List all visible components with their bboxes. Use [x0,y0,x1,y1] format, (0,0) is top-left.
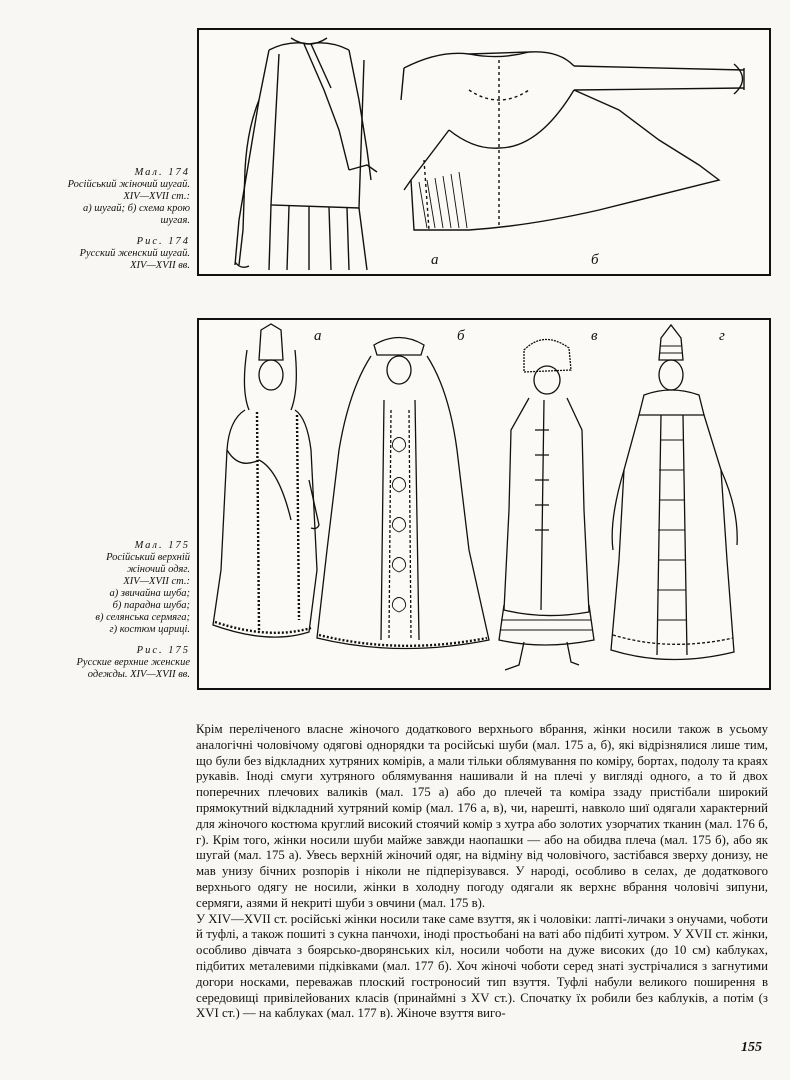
body-text [196,722,768,1022]
paragraph-footwear: У XIV—XVII ст. російські жінки носили таке саме взуття, як і чоловіки: лапті-личаки з онучами, чоботи й туфлі, а також пошиті з сукна панчохи, іноді простьобані на ваті або підбиті хутром. У XVII ст. жінки, особливо дівчата з боярсько-дворянських кіл, носили чоботи на дуже високих (до 10 см) каблуках, підбитих металевими підківками (мал. 177 б). Хоч жіночі чоботи серед знаті зустрічалися з загнутими догори носками, переважав плоский гостроносий тип взуття. Туфлі набули великого поширення в середовищі привілейованих класів (принаймні з XV ст.). Спочатку їх робили без каблуків, а потім (з XVI ст.) — на каблуках (мал. 177 в). Жіноче взуття виго- [196,911,768,1021]
fig174-caption [8,167,190,272]
fig175-caption-ua-line: в) селянська сермяга; [95,612,190,623]
fig175-caption-ua-line: XIV—XVII ст.: [123,576,190,587]
page-number: 155 [741,1040,762,1055]
fig174-caption-ru-num: Рис. 174 [136,236,190,247]
fig174-caption-ua-line: Російський жіночий шугай. [67,179,190,190]
fig175-caption-ua-num: Мал. 175 [134,540,190,551]
fig175-label-a: а [314,328,322,344]
fig175-caption-ua-line: жіночий одяг. [127,564,190,575]
shugai-drawing [199,30,769,274]
fig174-caption-ua-line: а) шугай; б) схема крою [82,203,190,214]
fig175-caption-ua-line: б) парадна шуба; [112,600,190,611]
fig175-label-c: в [591,328,598,344]
fig175-caption-ua-line: а) звичайна шуба; [109,588,190,599]
paragraph-outerwear: Крім переліченого власне жіночого додаткового верхнього вбрання, жінки носили також в усьому аналогічні чоловічому одягові однорядки та російські шуби (мал. 175 а, б), які відрізнялися лише тим, що були без відкладних хутряних комірів, а мали тільки облямування по коміру, бортах, подолу та краях рукавів. Іноді смуги хутряного облямування нашивали й на плечі у вигляді одного, а то й двох поперечних плечових валиків (мал. 175 а) або до плечей та коміра ззаду пристібали широкий прямокутний відкладний хутряний комір (мал. 176 а, в), чи, нарешті, навколо шиї одягали характерний для жіночого костюма круглий високий стоячий комір з хутра або золотих узорчатих тканин (мал. 176 б, г). Крім того, жінки носили шуби майже завжди наопашки — або на обидва плеча (мал. 175 б), або як шугай (мал. 175 а). Увесь верхній жіночий одяг, на відміну від чоловічого, застібався зверху донизу, не мав унизу бічних розпорів і ніколи не підперізувався. У народі, особливо в селах, де додаткового верхнього одягу не носили, жінки в холодну погоду одягали як верхнє вбрання чоловічі зипуни, сермяги, азями й некриті шуби з овчини (мал. 175 в). [196,722,768,910]
fig175-caption-ru-line: одежды. XIV—XVII вв. [87,669,190,680]
fig174-label-b: б [591,252,599,268]
fig175-caption-ru-line: Русские верхние женские [76,657,190,668]
fig174-caption-ru-line: XIV—XVII вв. [130,260,190,271]
fig174-caption-ru-line: Русский женский шугай. [79,248,190,259]
fig175-label-b: б [457,328,465,344]
fig175-illustration [197,318,771,690]
fig175-label-d: г [719,328,725,344]
fig175-caption [8,540,190,681]
fig174-illustration [197,28,771,276]
fig175-caption-ua-line: Російський верхній [106,552,190,563]
fig175-caption-ua-line: г) костюм цариці. [109,624,190,635]
fig174-caption-ua-line: XIV—XVII ст.: [123,191,190,202]
fig174-label-a: а [431,252,439,268]
fig174-caption-ua-num: Мал. 174 [134,167,190,178]
costumes-drawing [199,320,769,688]
fig174-caption-ua-line: шугая. [160,215,190,226]
fig175-caption-ru-num: Рис. 175 [136,645,190,656]
